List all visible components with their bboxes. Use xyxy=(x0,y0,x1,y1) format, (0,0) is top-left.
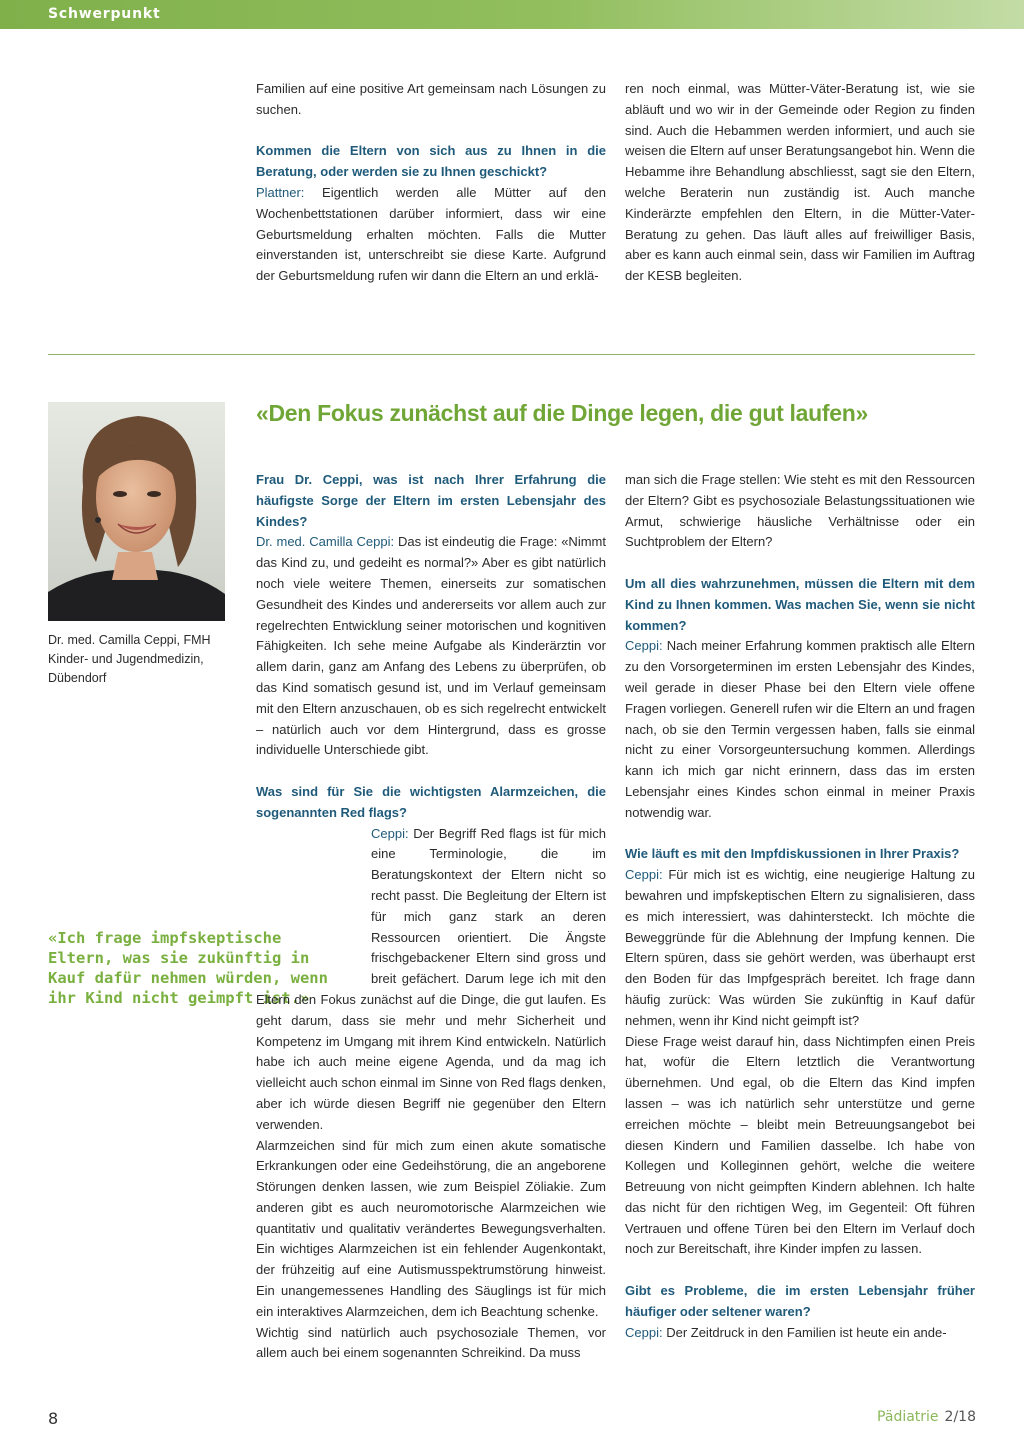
article-left-column xyxy=(256,470,606,1364)
answer-text: Nach meiner Erfahrung kommen praktisch alle Eltern zu den Vorsorgeterminen im ersten Lebensjahr des Kindes, weil gerade in dieser Phase bei den Eltern viele offene Fragen vorliegen. Generell rufen wir die Eltern an und fragen nach, ob sie den Termin vergessen haben, falls sie einmal nicht zu einer Vorsorgeuntersuchung kommen. Allerdings kann ich mich gar nicht erinnern, dass das im ersten Lebensjahr eines Kindes schon einmal in meiner Praxis notwendig war. xyxy=(625,638,975,820)
issue-number: 2/18 xyxy=(944,1409,976,1425)
interview-question: Gibt es Probleme, die im ersten Lebensjahr früher häufiger oder seltener waren? xyxy=(625,1283,975,1319)
interview-question: Um all dies wahrzunehmen, müssen die Eltern mit dem Kind zu Ihnen kommen. Was machen Sie, wenn sie nicht kommen? xyxy=(625,575,975,633)
interview-question: Kommen die Eltern von sich aus zu Ihnen in die Beratung, oder werden sie zu Ihnen geschickt? xyxy=(256,143,606,180)
speaker-label: Ceppi: xyxy=(625,867,663,883)
speaker-label: Dr. med. Camilla Ceppi: xyxy=(256,534,395,550)
paragraph: ren noch einmal, was Mütter-Väter-Beratung ist, wie sie abläuft und wo wir in der Gemeinde oder Region zu finden sind. Auch die Hebammen werden informiert, und auch sie weisen die Eltern auf unser Beratungsangebot hin. Wenn die Hebamme ihre Behandlung abschliesst, sagt sie den Eltern, welche Beraterin nun zuständig ist. Auch manche Kinderärzte empfehlen den Eltern, in die Mütter-Vater-Beratung zu gehen. Das läuft alles auf freiwilliger Basis, aber es kann auch einmal sein, dass wir Familien im Auftrag der KESB begleiten. xyxy=(625,81,975,284)
portrait-caption: Dr. med. Camilla Ceppi, FMH Kinder- und Jugendmedizin, Dübendorf xyxy=(48,633,211,685)
top-left-column xyxy=(256,79,606,287)
answer-text: Das ist eindeutig die Frage: «Nimmt das Kind zu, und gedeiht es normal?» Aber es gibt natürlich noch viele weitere Themen, einerseits zur somatischen Gesundheit des Kindes und andererseits vor allem auch zur regelrechten Entwicklung seiner motorischen und kognitiven Fähigkeiten. Ich sehe meine Aufgabe als Kinderärztin vor allem darin, ganz am Anfang des Lebens zu überprüfen, ob das Kind somatisch gesund ist, und im Verlauf gemeinsam mit den Eltern anzuschauen, ob es sich regelrecht entwickelt – natürlich auch vor dem Hintergrund, dass es grosse individuelle Unterschiede gibt. xyxy=(256,534,606,758)
magazine-footer xyxy=(877,1409,976,1425)
interview-question: Was sind für Sie die wichtigsten Alarmzeichen, die sogenannten Red flags? xyxy=(256,783,606,820)
paragraph: man sich die Frage stellen: Wie steht es mit den Ressourcen der Eltern? Gibt es psychosoziale Belastungssituationen wie Armut, schwierige häusliche Verhältnisse oder ein Suchtproblem der Eltern? xyxy=(625,472,975,550)
pull-quote: «Ich frage impfskeptische Eltern, was sie zukünftig in Kauf dafür nehmen würden, wenn ihr Kind nicht geimpft ist.» xyxy=(48,929,328,1007)
paragraph: Diese Frage weist darauf hin, dass Nichtimpfen einen Preis hat, wofür die Eltern letztlich die Verantwortung übernehmen. Und egal, ob die Eltern das Kind impfen lassen – was ich natürlich sehr unterstütze und gerne erreichen möchte – bleibt mein Betreuungsangebot bei diesen Kindern und Familien dasselbe. Ich habe von Kollegen und Kolleginnen gehört, welche die weitere Betreuung von nicht geimpften Kindern ablehnen. Ich halte das nicht für den richtigen Weg, im Gegenteil: Oft führen Vertrauen und offene Türen bei den Eltern im Verlauf doch noch zur Bereitschaft, ihre Kinder impfen zu lassen. xyxy=(625,1033,975,1257)
paragraph: Familien auf eine positive Art gemeinsam nach Lösungen zu suchen. xyxy=(256,81,606,117)
speaker-label: Ceppi: xyxy=(625,1324,663,1340)
paragraph: Alarmzeichen sind für mich zum einen akute somatische Erkrankungen oder eine Gedeihstörung, die an angeborene Störungen denken lassen, wie zum Beispiel Zöliakie. Zum anderen gibt es auch neuromotorische Alarmzeichen wie quantitativ und qualitativ verändertes Bewegungsverhalten. Ein wichtiges Alarmzeichen ist ein fehlender Augenkontakt, der frühzeitig auf eine Autismusspektrumstörung hinweist. Ein unangemessenes Handling des Säuglings ist für mich ein interaktives Alarmzeichen, dem ich Beachtung schenke. xyxy=(256,1137,606,1319)
article-headline: «Den Fokus zunächst auf die Dinge legen, die gut laufen» xyxy=(256,400,868,426)
pull-quote-wrap-space xyxy=(256,824,371,990)
interview-answer xyxy=(625,865,975,1031)
interview-answer xyxy=(256,532,606,761)
interview-question: Frau Dr. Ceppi, was ist nach Ihrer Erfahrung die häufigste Sorge der Eltern im ersten Lebensjahr des Kindes? xyxy=(256,472,606,529)
answer-text: Eigentlich werden alle Mütter auf den Wochenbettstationen darüber informiert, dass wir eine Geburtsmeldung erhalten möchten. Falls die Mutter einverstanden ist, unterschreibt sie diese Karte. Aufgrund der Geburtsmeldung rufen wir dann die Eltern an und erklä- xyxy=(256,184,606,284)
answer-text: Der Begriff Red flags ist für mich eine Terminologie, die im Beratungskontext der Eltern nicht so recht passt. Die Begleitung der Eltern ist für mich ganz stark an deren Ressourcen orientiert. Die Ängste frischgebackener Eltern sind gross und breit gefächert. Darum lege ich mit den Eltern den Fokus zunächst auf die Dinge, die gut laufen. Es geht darum, dass sie mehr und mehr Sicherheit und Kompetenz im Umgang mit ihrem Kind entwickeln. Natürlich habe ich auch meine eigene Agenda, und da mag ich vielleicht auch schon einmal im Sinne von Red flags denken, aber ich würde diesen Begriff nie gegenüber den Eltern verwenden. xyxy=(256,825,606,1132)
page-number: 8 xyxy=(48,1409,59,1428)
section-divider xyxy=(48,354,975,355)
article-right-column xyxy=(625,470,975,1343)
speaker-label: Ceppi: xyxy=(371,825,409,841)
section-header-bar xyxy=(0,0,1024,29)
magazine-name: Pädiatrie xyxy=(877,1409,939,1425)
interview-question: Wie läuft es mit den Impfdiskussionen in Ihrer Praxis? xyxy=(625,846,960,862)
portrait-photo xyxy=(48,402,225,621)
speaker-label: Ceppi: xyxy=(625,638,663,654)
interview-answer xyxy=(625,1323,975,1344)
top-right-column xyxy=(625,79,975,287)
answer-text: Für mich ist es wichtig, eine neugierige Haltung zu bewahren und impfskeptischen Eltern zu signalisieren, dass es mich interessiert, was dahintersteckt. Ich möchte die Beweggründe für die Ablehnung der Impfung kennen. Die Eltern spüren, dass sie gehört werden, was überhaupt erst den Boden für das Impfgespräch bereitet. Ich frage dann häufig zurück: Was würden Sie zukünftig in Kauf dafür nehmen, wenn ihr Kind nicht geimpft ist? xyxy=(625,867,975,1028)
paragraph: Wichtig sind natürlich auch psychosoziale Themen, vor allem auch bei einem sogenannten Schreikind. Da muss xyxy=(256,1324,606,1361)
interview-answer xyxy=(256,183,606,287)
interview-answer xyxy=(625,636,975,823)
answer-text: Der Zeitdruck in den Familien ist heute ein ande- xyxy=(666,1324,947,1340)
section-label: Schwerpunkt xyxy=(48,6,161,22)
speaker-label: Plattner: xyxy=(256,184,305,200)
